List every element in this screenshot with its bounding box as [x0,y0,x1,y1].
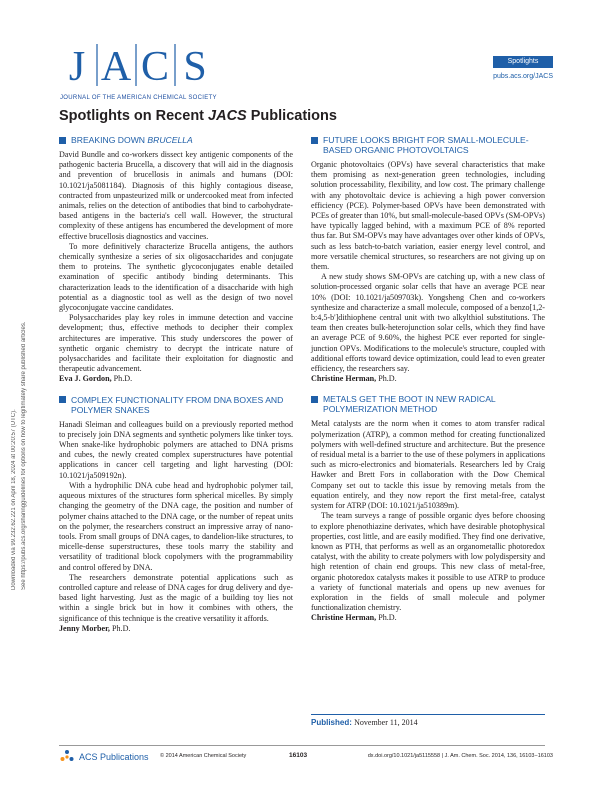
paragraph: David Bundle and co-workers dissect key antigenic components of the pathogenic bacteria Brucella, a discovery that will aid in the diagnosis and prevention of brucellosis in animals and humans (DOI: 10.1021/ja5081184). Diagnosis of this highly contagious disease, contracted from unpasteurized milk or undercooked meat from infected animals, relies on the detection of antibodies that bind to carbohydrate-based antigens in the bacteria's cell wall. However, the structural complexity of these antigens has encumbered the development of more effective brucellosis diagnostics and vaccines. [59,150,293,241]
paragraph: Metal catalysts are the norm when it comes to atom transfer radical polymerization (ATRP), a common method for creating functionalized polymers with well-defined structure and architecture. But the presence of residual metal is a barrier to the use of these polymers in applications such as micro-electronics and biomaterials. Researchers led by Craig Hawker and Brett Fors in collaboration with the Dow Chemical Company set out to tackle this issue by removing metals from the equation entirely, and they now report the first metal-free, catalyst system for ATRP (DOI: 10.1021/ja510389m). [311,419,545,511]
title-suffix: Publications [246,108,337,124]
paragraph: Hanadi Sleiman and colleagues build on a previously reported method to precisely join DNA segments and synthetic polymers like tinker toys. When snake-like hydrophobic polymers are attached to DNA prisms and cubes, the newly created complex superstructures have potential applications in cancer cell targeting and light harvesting (DOI: 10.1021/ja509192n). [59,419,293,480]
author-degree: Ph.D. [376,374,397,384]
acs-hexagon-icon [59,749,75,765]
section-heading [311,394,545,414]
download-notice-line1: Downloaded via 99.232.62.221 on April 18, 2024 at 00:20:57 (UTC). [11,409,17,590]
right-column [311,135,545,630]
paragraph: With a hydrophilic DNA cube head and hydrophobic polymer tail, aqueous mixtures of the structures form spherical micelles. By simply changing the geometry of the DNA cage, the position and number of polymer chains attached to the DNA cage, or the number of repeat units on the polymer, the researchers construct an impressive array of nano-tools. From small groups of DNA cages, to dandelion-like structures, to micelle-dense superstructures, these tools marry the stability and versatility of traditional block copolymers with the programmability and control offered by DNA. [59,480,293,572]
journal-name: JOURNAL OF THE AMERICAN CHEMICAL SOCIETY [60,95,217,101]
paragraph: Organic photovoltaics (OPVs) have several characteristics that make them promising as next-generation green technologies, including solution processability, flexibility, and low cost. The primary challenge with any photovoltaic device is achieving a high power conversion efficiency (PCE). Polymer-based OPVs have been demonstrated with PCEs of greater than 10%, but small-molecule-based OPVs (SM-OPVs) have typically lagged behind, with a maximum PCE of 8% reported thus far. But SM-OPVs may have advantages over other kinds of OPVs, such as less batch-to-batch variation, easier energy level control, and more versatile chemical structures, so researchers are not giving up on them. [311,160,546,272]
download-notice-line2: See https://pubs.acs.org/sharingguidelines for options on how to legitimately share published articles. [21,321,27,590]
acs-publications-text: ACS Publications [79,752,149,762]
section-tag: Spotlights [493,56,553,68]
article-opv [311,135,545,384]
left-column [59,135,293,640]
article-dna-boxes [59,395,293,634]
section-heading [311,135,545,155]
author-name: Jenny Morber, [59,623,110,633]
logo-letter-a: A [100,44,132,90]
published-label: Published: [311,718,352,727]
logo-letter-s: S [183,44,207,90]
jacs-logo-graphic [58,40,218,90]
section-square-icon [59,137,66,144]
section-square-icon [311,396,318,403]
logo-letter-j: J [68,44,86,90]
title-journal: JACS [208,108,247,124]
author-degree: Ph.D. [111,374,133,384]
published-divider [311,714,545,715]
paragraph: The team surveys a range of possible organic dyes before choosing to explore phenothiazine derivates, which have desirable photophysical properties, cost little, and are easily modified. They find one derivative, known as PTH, that performs as well as an organometallic photoredox catalyst, with the ability to create polymers with low polydispersity and high retention of chain end groups. This new class of metal-free, organic photoredox catalysts makes it possible to use ATRP to produce a variety of functional materials and opens up new avenues for exploration in the fields of small molecule and polymer functionalization chemistry. [311,511,545,613]
article-metal-free-atrp [311,394,545,623]
section-heading [59,395,293,415]
section-square-icon [59,396,66,403]
download-notice [4,230,34,590]
article-brucella [59,135,293,385]
paragraph: A new study shows SM-OPVs are catching up, with a new class of solution-processed organic solar cells that have an average PCE near 10% (DOI: 10.1021/ja509703k). Yongsheng Chen and co-workers synthesize and characterize a small molecule, composed of a benzo[1,2-b:4,5-b']dithiophene central unit with two alkylthiol substitutions. The team then creates bulk-heterojunction solar cells, which they find have an average PCE of 9.60%, the highest PCE ever reported for single-junction OPVs. Modifications to the molecule's structure, coupled with additional efforts toward device optimization, could lead to even greater efficiency, the researchers say. [311,272,545,374]
author-name: Eva J. Gordon, [59,374,112,384]
paragraph: To more definitively characterize Brucella antigens, the authors chemically synthesize a series of six oligosaccharides and conjugate them to proteins. The synthetic glycoconjugates enable detailed examination of specific antibody binding determinants. This characterization leads to the identification of a disaccharide with high potential as a diagnostic tool as well as the design of two novel glycoconjugate vaccine candidates. [59,241,293,313]
author-line [311,374,545,384]
section-heading-italic: BRUCELLA [147,135,193,145]
journal-url-link[interactable]: pubs.acs.org/JACS [493,73,553,80]
published-date [311,718,418,727]
page-title [59,108,337,124]
section-square-icon [311,137,318,144]
logo-letter-c: C [140,44,170,90]
doi-citation: dx.doi.org/10.1021/ja5115558 | J. Am. Chem. Soc. 2014, 136, 16103−16103 [367,753,553,759]
author-name: Christine Herman, [311,374,377,384]
author-degree: Ph.D. [376,613,397,623]
jacs-logo [58,40,218,90]
published-value: November 11, 2014 [354,718,418,727]
acs-publications-logo [59,749,149,765]
copyright: © 2014 American Chemical Society [160,753,247,759]
footer-divider [59,745,545,746]
author-degree: Ph.D. [109,623,131,633]
paragraph: Polysaccharides play key roles in immune detection and vaccine development; thus, effective methods to decipher their complex architectures are imperative. This study underscores the power of synthetic organic chemistry to decrypt the intricate nature of polysaccharides and facilitate their exploitation for diagnostic and therapeutic advancement. [59,313,293,374]
paragraph: The researchers demonstrate potential applications such as controlled capture and release of DNA cages for drug delivery and dye-based light harvesting. Just as the magic of a building toy lies not within a single brick but in how it combines with others, the significance of this technique is the creative versatility it affords. [59,572,293,623]
author-line [59,374,293,384]
author-name: Christine Herman, [311,613,377,623]
author-line [311,613,545,623]
author-line [59,624,293,634]
section-heading-text: FUTURE LOOKS BRIGHT FOR SMALL-MOLECULE-BASED ORGANIC PHOTOVOLTAICS [323,135,529,155]
section-heading [59,135,293,145]
title-prefix: Spotlights on Recent [59,108,209,124]
section-heading-text: BREAKING DOWN [71,135,148,145]
section-heading-text: COMPLEX FUNCTIONALITY FROM DNA BOXES AND POLYMER SNAKES [71,394,284,415]
page-number: 16103 [289,752,308,759]
section-heading-text: METALS GET THE BOOT IN NEW RADICAL POLYMERIZATION METHOD [323,394,496,415]
